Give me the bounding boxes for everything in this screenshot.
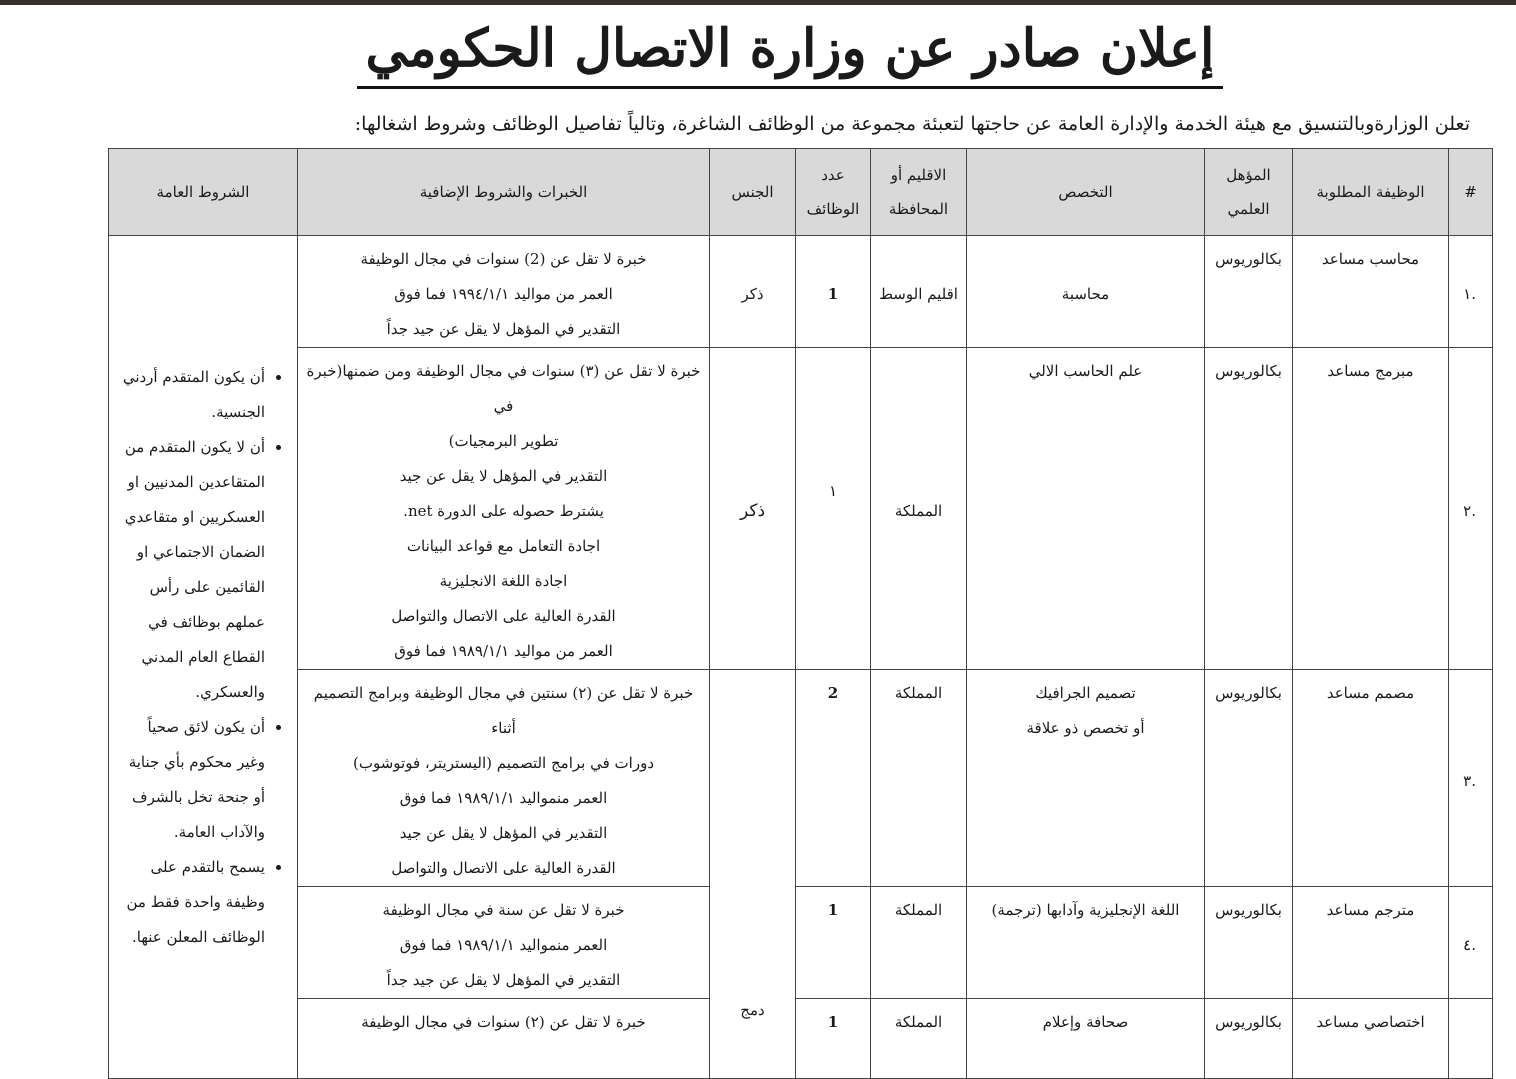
general-conditions-list xyxy=(117,360,283,955)
region: اقليم الوسط xyxy=(871,236,967,348)
job-title: مبرمج مساعد xyxy=(1293,348,1449,670)
experience-line: التقدير في المؤهل لا يقل عن جيد xyxy=(399,824,608,842)
header-number: # xyxy=(1449,149,1493,236)
specialization xyxy=(967,670,1205,887)
row-number: .٢ xyxy=(1449,348,1493,670)
header-qualification: المؤهل العلمي xyxy=(1205,149,1293,236)
table-row xyxy=(109,236,1493,348)
job-title: مترجم مساعد xyxy=(1293,887,1449,999)
jobs-table xyxy=(108,148,1493,1079)
experience-line: خبرة لا تقل عن (٢) سنوات في مجال الوظيفة xyxy=(361,1013,646,1031)
header-count: عدد الوظائف xyxy=(796,149,871,236)
job-count: ١ xyxy=(796,348,871,670)
experience-line: تطوير البرمجيات) xyxy=(448,432,559,450)
row-number: .٤ xyxy=(1449,887,1493,999)
header-region: الاقليم أو المحافظة xyxy=(871,149,967,236)
experience-line: القدرة العالية على الاتصال والتواصل xyxy=(391,859,616,877)
intro-paragraph: تعلن الوزارةوبالتنسيق مع هيئة الخدمة والإدارة العامة عن حاجتها لتعبئة مجموعة من الوظائف الشاغرة، وتالياً تفاصيل الوظائف وشروط اشغالها: xyxy=(354,113,1470,135)
specialization-line: تصميم الجرافيك xyxy=(1035,684,1136,702)
experience-line: التقدير في المؤهل لا يقل عن جيد جداً xyxy=(386,971,621,989)
experience-cell xyxy=(298,348,710,670)
experience-cell xyxy=(298,999,710,1079)
experience-line: اجادة التعامل مع قواعد البيانات xyxy=(406,537,601,555)
job-title: اختصاصي مساعد xyxy=(1293,999,1449,1079)
gender: ذكر xyxy=(710,236,796,348)
qualification: بكالوريوس xyxy=(1205,670,1293,887)
header-job: الوظيفة المطلوبة xyxy=(1293,149,1449,236)
general-condition-item: • أن لا يكون المتقدم من المتقاعدين المدنيين او العسكريين او متقاعدي الضمان الاجتماعي او القائمين على رأس عملهم بوظائف في القطاع العام المدني والعسكري. xyxy=(117,430,265,710)
experience-line: التقدير في المؤهل لا يقل عن جيد xyxy=(399,467,608,485)
job-count: 1 xyxy=(796,887,871,999)
header-general-conditions: الشروط العامة xyxy=(109,149,298,236)
experience-line: خبرة لا تقل عن (2) سنوات في مجال الوظيفة xyxy=(360,250,647,268)
experience-line: يشترط حصوله على الدورة net. xyxy=(403,502,604,520)
header-gender: الجنس xyxy=(710,149,796,236)
experience-cell xyxy=(298,670,710,887)
table-row xyxy=(109,670,1493,887)
region: المملكة xyxy=(871,670,967,887)
specialization-line: علم الحاسب الالي xyxy=(1028,362,1143,380)
row-number: .٣ xyxy=(1449,670,1493,887)
header-specialization: التخصص xyxy=(967,149,1205,236)
general-conditions-cell xyxy=(109,236,298,1079)
row-number: .١ xyxy=(1449,236,1493,348)
general-condition-item: • يسمح بالتقدم على وظيفة واحدة فقط من الوظائف المعلن عنها. xyxy=(117,850,265,955)
experience-line: العمر من مواليد ١٩٩٤/١/١ فما فوق xyxy=(394,285,613,303)
job-count: 2 xyxy=(796,670,871,887)
job-count: 1 xyxy=(796,999,871,1079)
specialization-line: محاسبة xyxy=(1061,285,1110,303)
experience-line: التقدير في المؤهل لا يقل عن جيد جداً xyxy=(386,320,621,338)
general-condition-item: • أن يكون لائق صحياً وغير محكوم بأي جناية أو جنحة تخل بالشرف والآداب العامة. xyxy=(117,710,265,850)
experience-line: القدرة العالية على الاتصال والتواصل xyxy=(391,607,616,625)
top-border xyxy=(0,0,1516,5)
region: المملكة xyxy=(871,999,967,1079)
specialization-line: صحافة وإعلام xyxy=(1042,1013,1129,1031)
experience-line: العمر من مواليد ١٩٨٩/١/١ فما فوق xyxy=(394,642,613,660)
qualification: بكالوريوس xyxy=(1205,348,1293,670)
job-title: مصمم مساعد xyxy=(1293,670,1449,887)
gender-merged: دمج xyxy=(710,670,796,1079)
specialization xyxy=(967,348,1205,670)
experience-cell xyxy=(298,887,710,999)
qualification: بكالوريوس xyxy=(1205,236,1293,348)
specialization-line: اللغة الإنجليزية وآدابها (ترجمة) xyxy=(991,901,1180,919)
document-title: إعلان صادر عن وزارة الاتصال الحكومي xyxy=(357,14,1222,89)
job-count: 1 xyxy=(796,236,871,348)
experience-line: خبرة لا تقل عن سنة في مجال الوظيفة xyxy=(382,901,625,919)
region: المملكة xyxy=(871,887,967,999)
qualification: بكالوريوس xyxy=(1205,887,1293,999)
header-experience: الخبرات والشروط الإضافية xyxy=(298,149,710,236)
table-row xyxy=(109,887,1493,999)
general-condition-item: • أن يكون المتقدم أردني الجنسية. xyxy=(117,360,265,430)
region: المملكة xyxy=(871,348,967,670)
experience-line: العمر منمواليد ١٩٨٩/١/١ فما فوق xyxy=(399,789,608,807)
table-row xyxy=(109,348,1493,670)
experience-line: العمر منمواليد ١٩٨٩/١/١ فما فوق xyxy=(399,936,608,954)
specialization xyxy=(967,887,1205,999)
experience-line: اجادة اللغة الانجليزية xyxy=(439,572,568,590)
experience-line: خبرة لا تقل عن (٢) سنتين في مجال الوظيفة وبرامج التصميم أثناء xyxy=(313,684,694,737)
qualification: بكالوريوس xyxy=(1205,999,1293,1079)
specialization-line: أو تخصص ذو علاقة xyxy=(1026,719,1145,737)
row-number xyxy=(1449,999,1493,1079)
experience-line: خبرة لا تقل عن (٣) سنوات في مجال الوظيفة ومن ضمنها(خبرة في xyxy=(306,362,701,415)
experience-cell xyxy=(298,236,710,348)
experience-line: دورات في برامج التصميم (اليستريتر، فوتوشوب) xyxy=(352,754,654,772)
document-title-wrap xyxy=(0,14,1516,89)
table-header-row xyxy=(109,149,1493,236)
table-row xyxy=(109,999,1493,1079)
job-title: محاسب مساعد xyxy=(1293,236,1449,348)
specialization xyxy=(967,236,1205,348)
gender: ذكر xyxy=(710,348,796,670)
specialization xyxy=(967,999,1205,1079)
